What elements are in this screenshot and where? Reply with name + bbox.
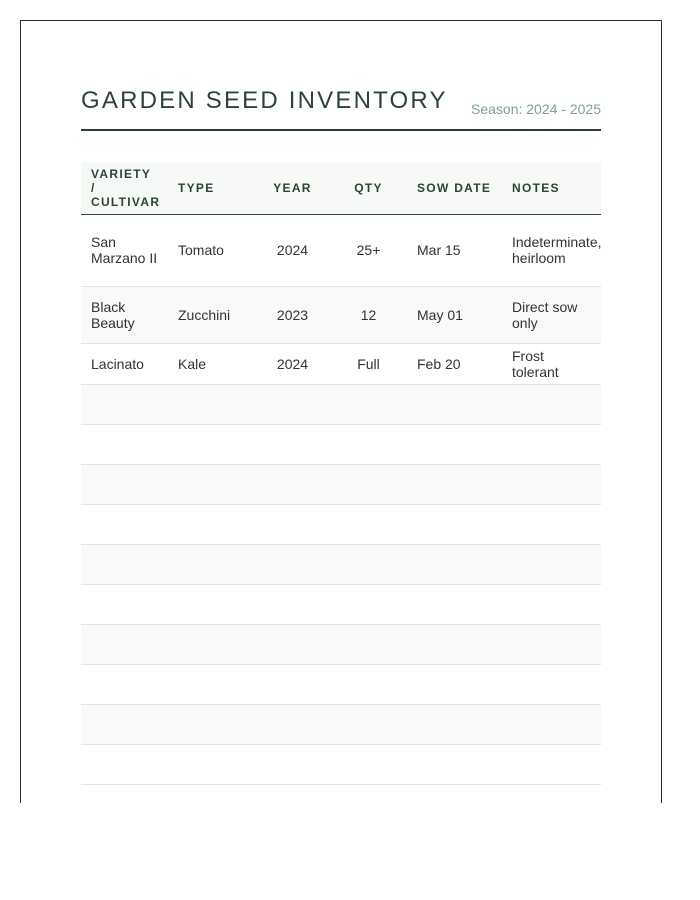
cell-notes: Indeterminate, heirloom	[512, 234, 602, 266]
cell-year: 2024	[276, 242, 309, 258]
empty-table-row	[81, 384, 601, 424]
cell-sow-date: May 01	[417, 306, 463, 323]
empty-table-row	[81, 704, 601, 744]
table-row	[81, 214, 601, 286]
table-row	[81, 343, 601, 384]
document-header	[81, 21, 601, 131]
cell-qty: Full	[357, 355, 380, 372]
column-header-type: TYPE	[178, 180, 215, 195]
empty-table-row	[81, 464, 601, 504]
seed-inventory-table	[81, 162, 601, 785]
cell-notes: Frost tolerant	[512, 347, 559, 380]
cell-type: Tomato	[178, 242, 224, 258]
cell-sow-date: Feb 20	[417, 355, 461, 372]
column-header-sow-date: SOW DATE	[417, 180, 492, 195]
cell-variety: Black Beauty	[91, 298, 135, 331]
cell-notes: Direct sow only	[512, 298, 578, 331]
cell-variety: San Marzano II	[91, 234, 158, 266]
cell-year: 2024	[276, 355, 309, 372]
column-header-notes: NOTES	[512, 180, 560, 195]
cell-year: 2023	[276, 306, 309, 323]
cell-qty: 12	[360, 306, 377, 323]
column-header-year: YEAR	[273, 180, 312, 195]
table-row	[81, 286, 601, 343]
page-title: GARDEN SEED INVENTORY	[81, 87, 448, 114]
cell-variety: Lacinato	[91, 355, 144, 372]
season-label: Season: 2024 - 2025	[471, 101, 601, 117]
page-content	[81, 21, 602, 380]
empty-table-row	[81, 744, 601, 784]
empty-table-row	[81, 544, 601, 584]
cell-sow-date: Mar 15	[417, 242, 461, 258]
cell-type: Zucchini	[178, 306, 231, 323]
empty-table-row	[81, 624, 601, 664]
empty-table-row	[81, 424, 601, 464]
column-header-variety: VARIETY / CULTIVAR	[91, 166, 161, 209]
empty-table-row	[81, 504, 601, 544]
document-page	[20, 20, 662, 803]
cell-type: Kale	[178, 355, 207, 372]
empty-table-row	[81, 664, 601, 704]
cell-qty: 25+	[356, 242, 381, 258]
column-header-qty: QTY	[354, 180, 383, 195]
empty-table-row	[81, 584, 601, 624]
table-header-row	[81, 162, 601, 214]
